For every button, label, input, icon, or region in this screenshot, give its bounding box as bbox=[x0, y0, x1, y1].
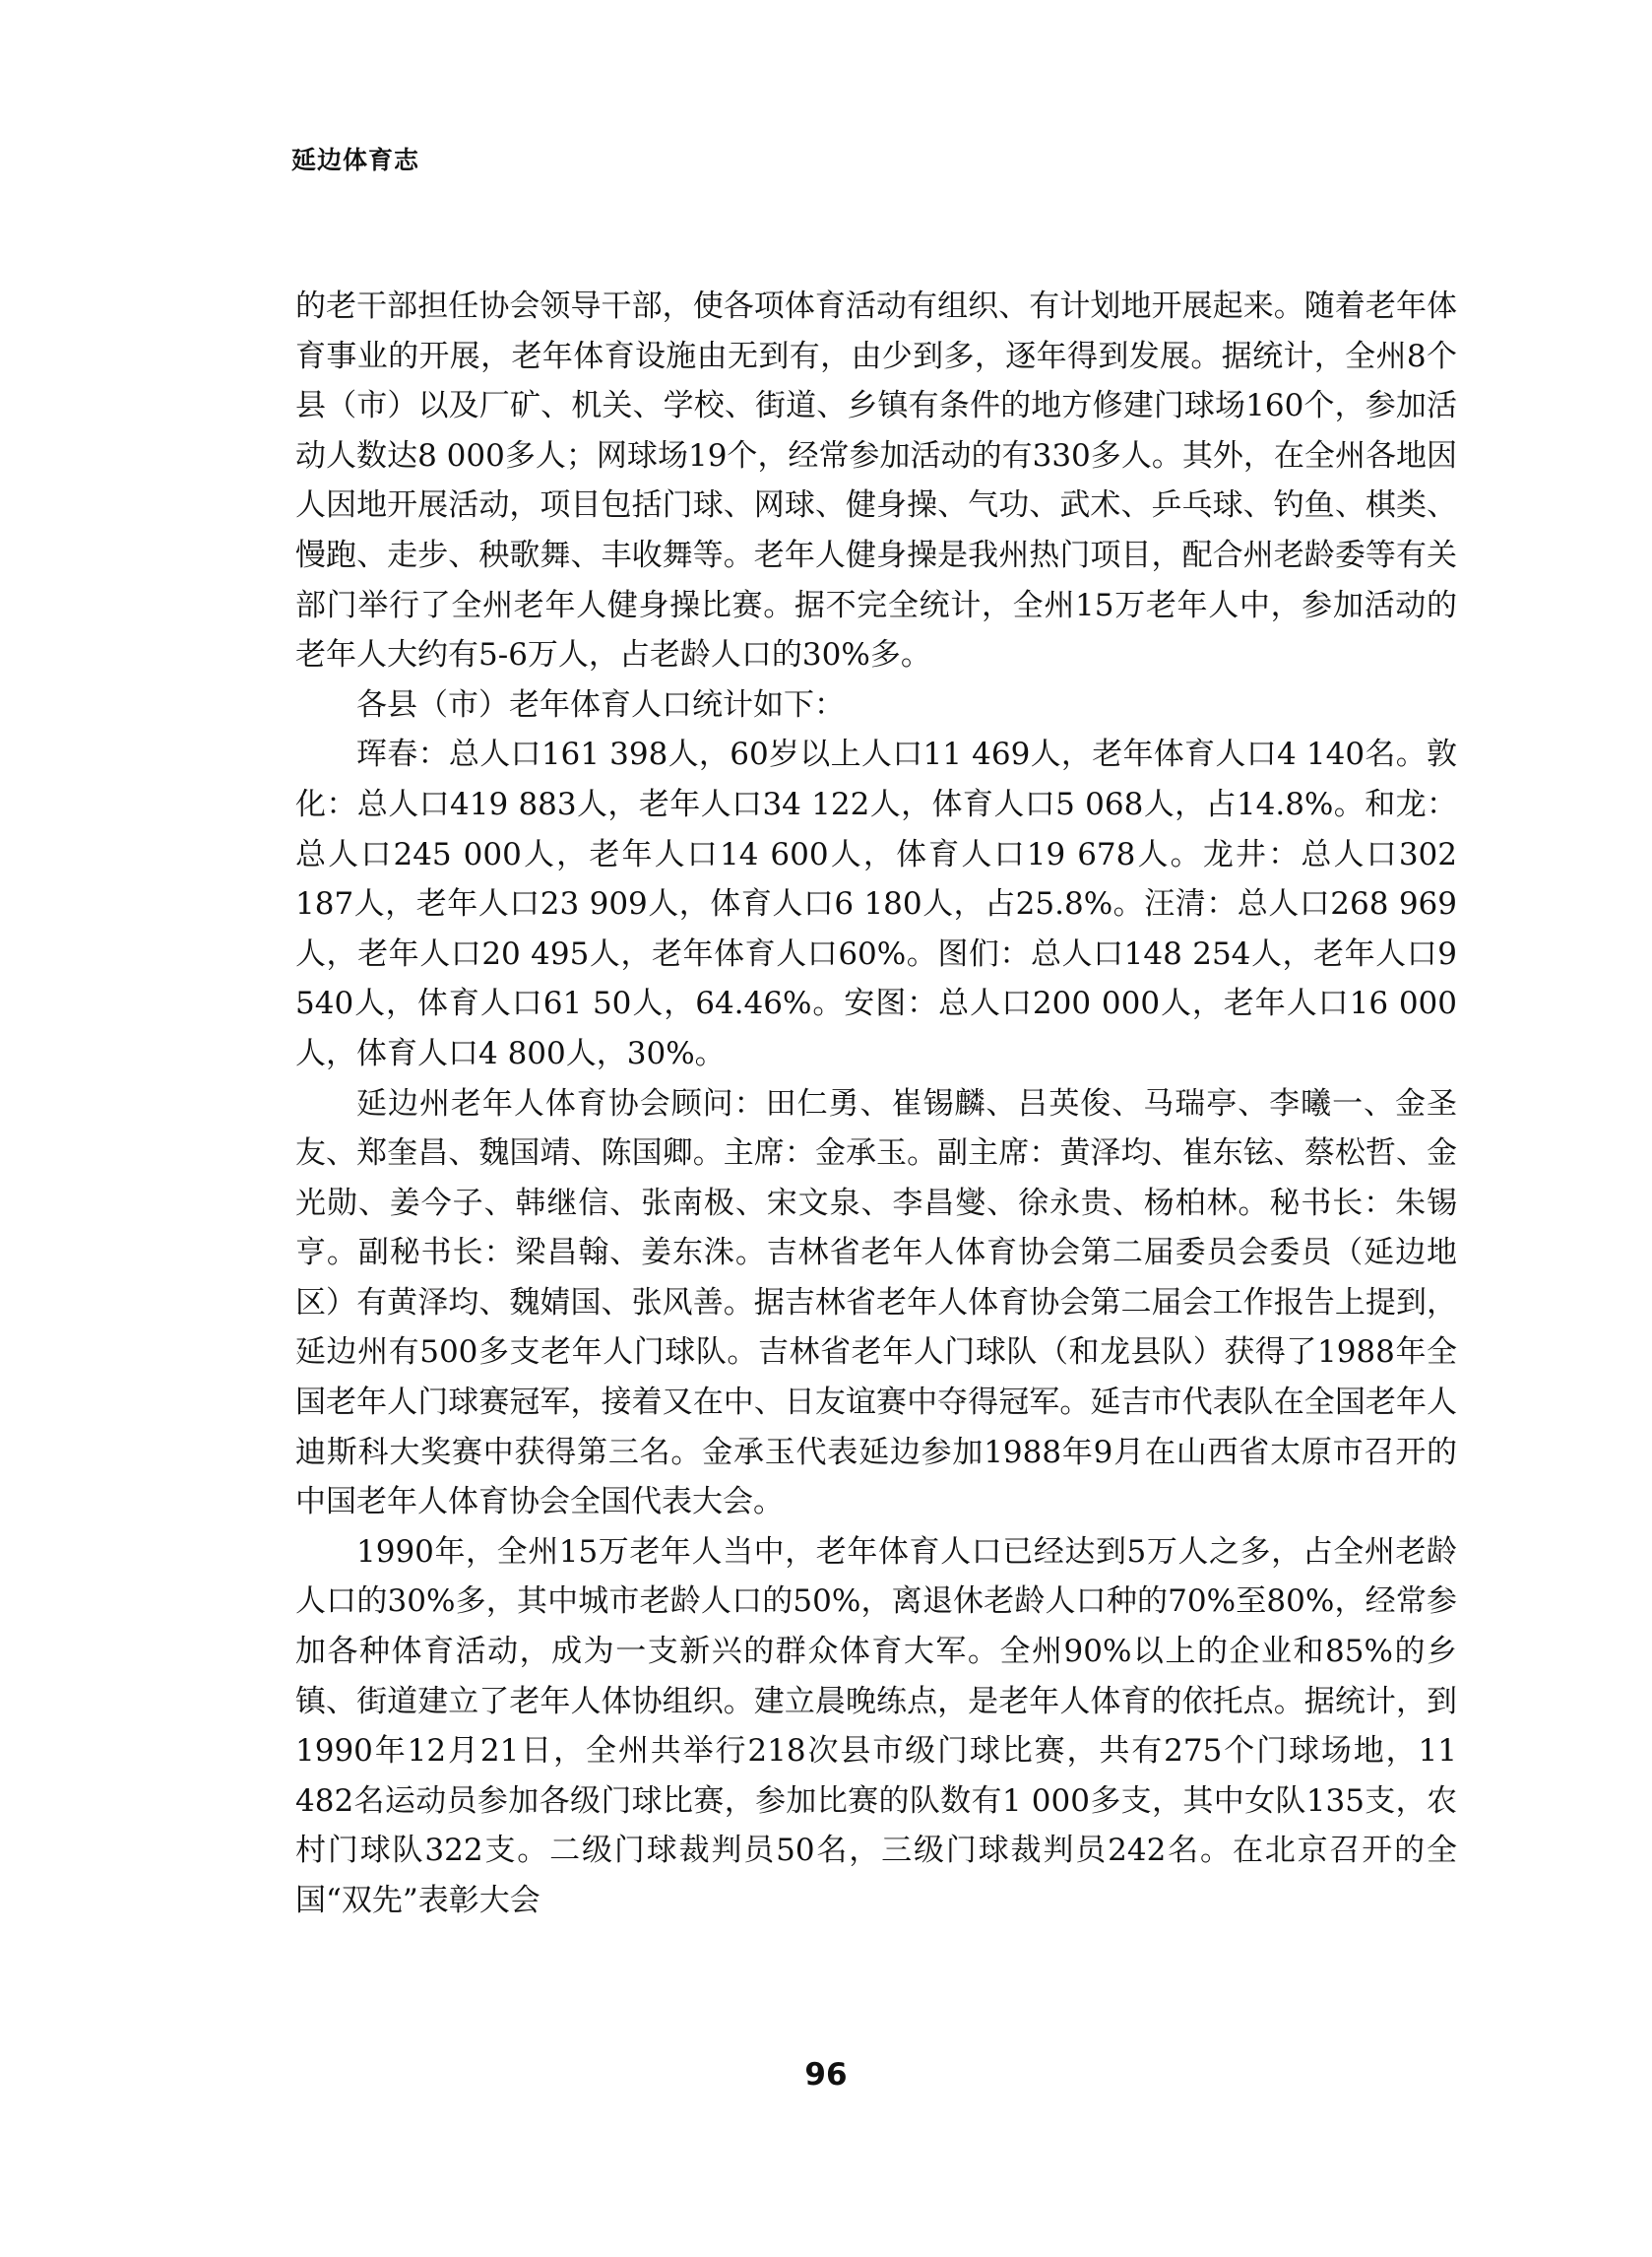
paragraph-1990-summary: 1990年，全州15万老年人当中，老年体育人口已经达到5万人之多，占全州老龄人口的30%多，其中城市老龄人口的50%，离退休老龄人口种的70%至80%，经常参加各种体育活动，成为一支新兴的群众体育大军。全州90%以上的企业和85%的乡镇、街道建立了老年人体协组织。建立晨晚练点，是老年人体育的依托点。据统计，到1990年12月21日，全州共举行218次县市级门球比赛，共有275个门球场地，11 482名运动员参加各级门球比赛，参加比赛的队数有1 000多支，其中女队135支，农村门球队322支。二级门球裁判员50名，三级门球裁判员242名。在北京召开的全国“双先”表彰大会 bbox=[295, 1533, 1457, 1918]
body-text bbox=[295, 282, 1457, 1926]
running-header: 延边体育志 bbox=[291, 146, 420, 174]
paragraph-association-members: 延边州老年人体育协会顾问：田仁勇、崔锡麟、吕英俊、马瑞亭、李曦一、金圣友、郑奎昌、魏国靖、陈国卿。主席：金承玉。副主席：黄泽均、崔东铉、蔡松哲、金光勋、姜今子、韩继信、张南极、宋文泉、李昌燮、徐永贵、杨柏林。秘书长：朱锡亨。副秘书长：梁昌翰、姜东洙。吉林省老年人体育协会第二届委员会委员（延边地区）有黄泽均、魏婧国、张风善。据吉林省老年人体育协会第二届会工作报告上提到，延边州有500多支老年人门球队。吉林省老年人门球队（和龙县队）获得了1988年全国老年人门球赛冠军，接着又在中、日友谊赛中夺得冠军。延吉市代表队在全国老年人迪斯科大奖赛中获得第三名。金承玉代表延边参加1988年9月在山西省太原市召开的中国老年人体育协会全国代表大会。 bbox=[295, 1085, 1457, 1520]
paragraph-continued: 的老干部担任协会领导干部，使各项体育活动有组织、有计划地开展起来。随着老年体育事业的开展，老年体育设施由无到有，由少到多，逐年得到发展。据统计，全州8个县（市）以及厂矿、机关、学校、街道、乡镇有条件的地方修建门球场160个，参加活动人数达8 000多人；网球场19个，经常参加活动的有330多人。其外，在全州各地因人因地开展活动，项目包括门球、网球、健身操、气功、武术、乒乓球、钓鱼、棋类、慢跑、走步、秧歌舞、丰收舞等。老年人健身操是我州热门项目，配合州老龄委等有关部门举行了全州老年人健身操比赛。据不完全统计，全州15万老年人中，参加活动的老年人大约有5-6万人，占老龄人口的30%多。 bbox=[295, 289, 1457, 674]
page-number: 96 bbox=[804, 2057, 848, 2093]
paragraph-county-stats: 珲春：总人口161 398人，60岁以上人口11 469人，老年体育人口4 140名。敦化：总人口419 883人，老年人口34 122人，体育人口5 068人，占14.8%。和龙：总人口245 000人，老年人口14 600人，体育人口19 678人。龙井：总人口302 187人，老年人口23 909人，体育人口6 180人，占25.8%。汪清：总人口268 969人，老年人口20 495人，老年体育人口60%。图们：总人口148 254人，老年人口9 540人，体育人口61 50人，64.46%。安图：总人口200 000人，老年人口16 000人，体育人口4 800人，30%。 bbox=[295, 737, 1457, 1071]
paragraph-stats-intro: 各县（市）老年体育人口统计如下： bbox=[356, 686, 845, 723]
